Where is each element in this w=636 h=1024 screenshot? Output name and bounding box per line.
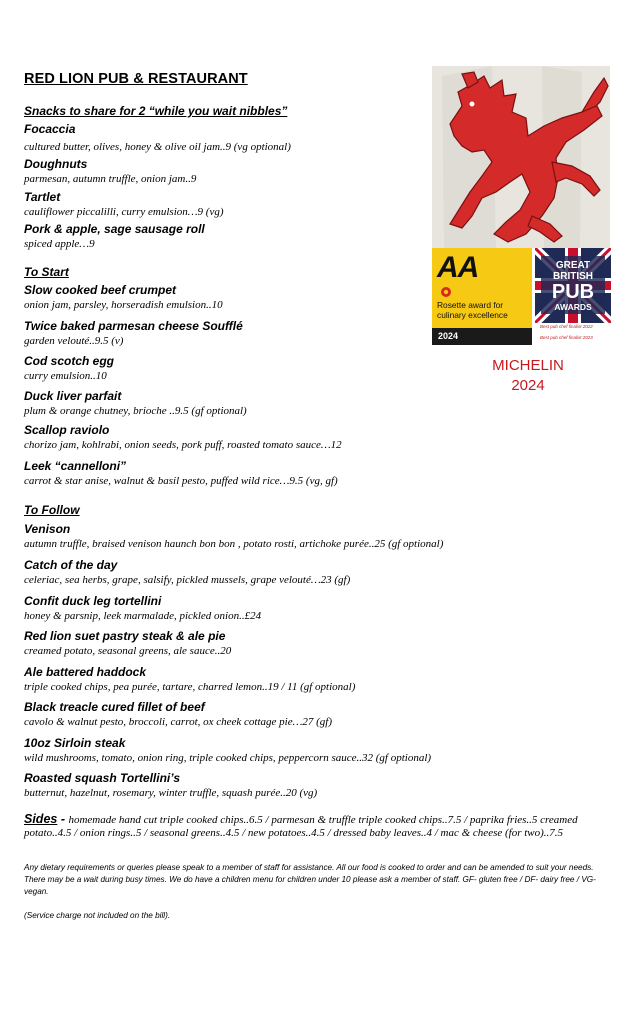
dish-description: carrot & star anise, walnut & basil pesto, puffed wild rice…9.5 (vg, gf): [24, 475, 338, 487]
aa-logo: AA: [437, 251, 479, 284]
sides-label: Sides: [24, 812, 58, 826]
michelin-label: MICHELIN: [492, 357, 564, 374]
section-heading-starters: To Start: [24, 265, 69, 279]
dish-name: Red lion suet pastry steak & ale pie: [24, 629, 226, 643]
gbp-note: Best pub chef finalist 2022: [540, 324, 593, 329]
page-title: RED LION PUB & RESTAURANT: [24, 71, 248, 87]
section-heading-mains: To Follow: [24, 503, 80, 517]
rosette-icon: [440, 286, 452, 298]
dish-description: honey & parsnip, leek marmalade, pickled onion..£24: [24, 610, 262, 622]
service-charge-note: (Service charge not included on the bill).: [24, 911, 171, 920]
michelin-badge: [470, 356, 586, 396]
dish-name: Twice baked parmesan cheese Soufflé: [24, 319, 243, 333]
aa-year-bar: [432, 328, 532, 345]
dish-description: autumn truffle, braised venison haunch bon bon , potato rosti, artichoke purée..25 (gf optional): [24, 538, 444, 550]
dish-description: wild mushrooms, tomato, onion ring, triple cooked chips, peppercorn sauce..32 (gf optional): [24, 752, 432, 764]
dish-name: Doughnuts: [24, 157, 88, 171]
gbp-title: [535, 260, 611, 312]
menu-item: [24, 558, 624, 587]
gbp-note: Best pub chef finalist 2023: [540, 335, 593, 340]
dish-description: cultured butter, olives, honey & olive oil jam..9 (vg optional): [24, 141, 291, 153]
dish-description: creamed potato, seasonal greens, ale sauce..20: [24, 645, 232, 657]
dish-description: onion jam, parsley, horseradish emulsion..10: [24, 299, 223, 311]
sides-text: homemade hand cut triple cooked chips..6.5 / parmesan & truffle triple cooked chips..7.5 / paprika fries..5 creamed potato..4.5 / onion rings..5 / seasonal greens..4.5 / new potatoes..4.5 / dressed baby leaves..4 / mac & cheese (for two)..7.5: [24, 814, 578, 839]
gbp-line2: PUB: [551, 281, 595, 303]
menu-item: [24, 594, 624, 623]
dish-description: spiced apple…9: [24, 238, 95, 250]
menu-item: [24, 319, 624, 348]
lion-icon: [432, 66, 610, 248]
menu-item: [24, 700, 624, 729]
dietary-notice: Any dietary requirements or queries please speak to a member of staff for assistance. All our food is cooked to order and can be amended to suit your needs. There may be a wait during busy times. We do have a children menu for children under 10 please ask a member of staff. GF- gluten free / DF- dairy free / VG- vegan.: [24, 863, 596, 896]
aa-award-text: Rosette award for culinary excellence: [437, 300, 508, 320]
dish-description: chorizo jam, kohlrabi, onion seeds, pork puff, roasted tomato sauce…12: [24, 439, 342, 451]
dish-name: 10oz Sirloin steak: [24, 736, 126, 750]
gbp-line1: GREAT BRITISH: [553, 260, 593, 282]
sides-block: [24, 813, 612, 840]
dish-name: Slow cooked beef crumpet: [24, 283, 177, 297]
sides-dash: -: [57, 812, 69, 826]
dish-name: Black treacle cured fillet of beef: [24, 700, 205, 714]
menu-item: [24, 522, 624, 551]
dish-name: Focaccia: [24, 122, 76, 136]
dish-description: cavolo & walnut pesto, broccoli, carrot, ox cheek cottage pie…27 (gf): [24, 716, 333, 728]
great-british-pub-awards-badge: [535, 248, 611, 323]
dish-name: Pork & apple, sage sausage roll: [24, 222, 205, 236]
dish-description: celeriac, sea herbs, grape, salsify, pickled mussels, grape velouté…23 (gf): [24, 574, 351, 586]
menu-item: [24, 459, 624, 488]
dish-name: Ale battered haddock: [24, 665, 147, 679]
menu-item: [24, 665, 624, 694]
dish-description: garden velouté..9.5 (v): [24, 335, 124, 347]
menu-item: [24, 423, 624, 452]
dish-description: triple cooked chips, pea purée, tartare, charred lemon..19 / 11 (gf optional): [24, 681, 356, 693]
michelin-year: 2024: [511, 377, 545, 394]
dish-description: curry emulsion..10: [24, 370, 107, 382]
menu-item: [24, 771, 624, 800]
dish-description: plum & orange chutney, brioche ..9.5 (gf optional): [24, 405, 247, 417]
dish-name: Catch of the day: [24, 558, 118, 572]
menu-item: [24, 736, 624, 765]
dish-description: cauliflower piccalilli, curry emulsion…9 (vg): [24, 206, 224, 218]
gbp-line3: AWARDS: [554, 302, 592, 312]
dish-name: Roasted squash Tortellini’s: [24, 771, 181, 785]
aa-year: 2024: [438, 331, 459, 341]
menu-item: [24, 629, 624, 658]
section-heading-snacks: Snacks to share for 2 “while you wait nibbles”: [24, 104, 288, 118]
menu-item: [24, 283, 624, 312]
dish-name: Tartlet: [24, 190, 61, 204]
dish-name: Cod scotch egg: [24, 354, 115, 368]
dish-name: Confit duck leg tortellini: [24, 594, 162, 608]
dish-name: Venison: [24, 522, 71, 536]
dish-name: Leek “cannelloni”: [24, 459, 127, 473]
dish-name: Duck liver parfait: [24, 389, 122, 403]
red-lion-illustration: [432, 66, 610, 248]
dish-description: parmesan, autumn truffle, onion jam..9: [24, 173, 197, 185]
dish-description: butternut, hazelnut, rosemary, winter truffle, squash purée..20 (vg): [24, 787, 318, 799]
dish-name: Scallop raviolo: [24, 423, 110, 437]
aa-rosette-badge: [432, 248, 532, 345]
